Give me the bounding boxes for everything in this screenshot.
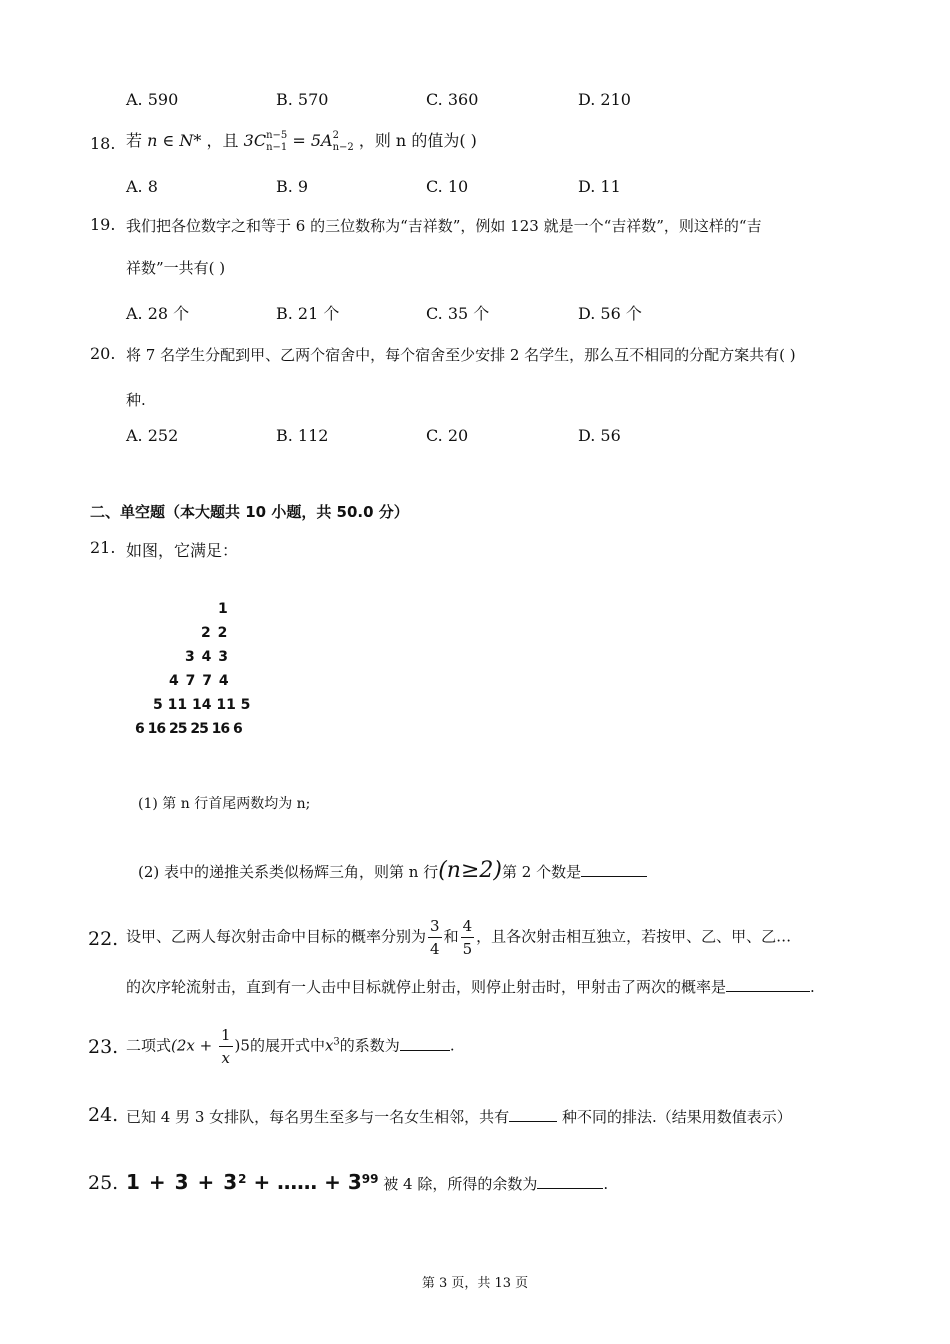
q22-frac1-den: 4 xyxy=(430,940,440,958)
q23-frac-num: 1 xyxy=(219,1024,233,1047)
q21-cond2-paren: (n≥2) xyxy=(438,858,502,883)
q18-eq-mid: = 5A xyxy=(287,131,333,150)
q21-condition-1: (1) 第 n 行首尾两数均为 n; xyxy=(138,796,311,812)
q22-number: 22. xyxy=(88,928,119,950)
q20-line1: 将 7 名学生分配到甲、乙两个宿舍中，每个宿舍至少安排 2 名学生，那么互不相同的分配方案共有( ) xyxy=(126,346,796,364)
q25-text: 被 4 除，所得的余数为 xyxy=(378,1175,538,1193)
q23-expr-close: ) xyxy=(234,1036,241,1055)
q23-after: 的展开式中 xyxy=(249,1036,325,1055)
q22-line2-end: . xyxy=(810,978,815,996)
q24-text-before: 已知 4 男 3 女排队，每名男生至多与一名女生相邻，共有 xyxy=(126,1108,510,1126)
q25-end: . xyxy=(603,1175,609,1193)
triangle-row-5: 5 11 14 11 5 xyxy=(153,697,251,713)
q21-answer-blank[interactable] xyxy=(581,862,647,877)
q18-eq-left: 3C xyxy=(243,131,267,150)
q18-eq-right-sup: 2 xyxy=(332,129,339,141)
q21-number: 21. xyxy=(90,538,116,557)
q23-expr-open: (2x + xyxy=(171,1036,217,1055)
q20-line2: 种. xyxy=(126,391,146,409)
q19-number: 19. xyxy=(90,215,116,234)
q22-line1 xyxy=(126,915,791,960)
q25-sup1: 2 xyxy=(238,1172,247,1186)
q21-cond2-before: (2) 表中的递推关系类似杨辉三角，则第 n 行 xyxy=(138,863,439,881)
triangle-row-6: 6 16 25 25 16 6 xyxy=(135,721,242,737)
q19-option-a: A. 28 个 xyxy=(126,304,190,323)
q22-frac2-num: 4 xyxy=(461,915,475,938)
q25-answer-blank[interactable] xyxy=(537,1174,603,1189)
q18-option-d: D. 11 xyxy=(578,177,621,196)
q19-line1: 我们把各位数字之和等于 6 的三位数称为“吉祥数”，例如 123 就是一个“吉祥数”，则这样的“吉 xyxy=(126,217,762,235)
q24-number: 24. xyxy=(88,1104,119,1126)
q17-option-c: C. 360 xyxy=(426,90,479,109)
q24-stem xyxy=(126,1106,792,1127)
q22-answer-blank[interactable] xyxy=(726,977,810,992)
q22-line2-text: 的次序轮流射击，直到有一人击中目标就停止射击，则停止射击时，甲射击了两次的概率是 xyxy=(126,978,727,996)
q18-text-before: 若 xyxy=(126,131,143,150)
triangle-row-3: 3 4 3 xyxy=(185,649,229,665)
q18-eq-left-sub: n−1 xyxy=(266,141,288,153)
q22-line1-before: 设甲、乙两人每次射击命中目标的概率分别为 xyxy=(126,927,427,946)
q20-option-c: C. 20 xyxy=(426,426,469,445)
q18-text-after: ，则 n 的值为( ) xyxy=(358,131,477,150)
triangle-row-4: 4 7 7 4 xyxy=(169,673,230,689)
q20-number: 20. xyxy=(90,344,116,363)
q22-frac1-num: 3 xyxy=(428,915,442,938)
q18-number: 18. xyxy=(90,134,116,153)
q23-number: 23. xyxy=(88,1036,119,1058)
q17-option-a: A. 590 xyxy=(126,90,179,109)
q20-option-a: A. 252 xyxy=(126,426,179,445)
page-footer: 第 3 页，共 13 页 xyxy=(421,1276,529,1291)
q22-fraction-1 xyxy=(428,915,442,960)
q22-and: 和 xyxy=(443,927,459,946)
q23-answer-blank[interactable] xyxy=(400,1036,450,1051)
q22-fraction-2 xyxy=(461,915,475,960)
q20-option-b: B. 112 xyxy=(276,426,329,445)
q23-after2: 的系数为 xyxy=(339,1036,400,1055)
q25-stem xyxy=(126,1170,608,1194)
q18-option-c: C. 10 xyxy=(426,177,469,196)
q23-power: 5 xyxy=(240,1036,250,1055)
q21-condition-2 xyxy=(138,858,647,883)
q23-frac-den: x xyxy=(221,1049,230,1067)
q21-text: 如图，它满足： xyxy=(126,541,239,560)
q24-text-after: 种不同的排法.（结果用数值表示） xyxy=(557,1108,792,1126)
q19-option-b: B. 21 个 xyxy=(276,304,340,323)
q25-number: 25. xyxy=(88,1172,119,1194)
triangle-row-1: 1 xyxy=(218,601,229,617)
q22-line2 xyxy=(126,976,815,997)
q22-line1-after: ，且各次射击相互独立，若按甲、乙、甲、乙… xyxy=(476,927,792,946)
q23-stem xyxy=(126,1024,455,1069)
q18-cond: n ∈ N* xyxy=(147,131,202,150)
q25-sup2: 99 xyxy=(361,1172,379,1186)
q19-option-d: D. 56 个 xyxy=(578,304,642,323)
section-heading: 二、单空题（本大题共 10 小题，共 50.0 分） xyxy=(90,503,409,521)
q17-option-d: D. 210 xyxy=(578,90,631,109)
q25-mid: + …… + 3 xyxy=(246,1170,362,1194)
q23-var-sup: 3 xyxy=(333,1036,340,1048)
q18-eq-left-sup: n−5 xyxy=(266,129,288,141)
q18-option-a: A. 8 xyxy=(126,177,158,196)
q23-end: . xyxy=(449,1036,455,1055)
q17-option-b: B. 570 xyxy=(276,90,329,109)
q24-answer-blank[interactable] xyxy=(509,1107,557,1122)
q23-var: x xyxy=(324,1036,334,1055)
q19-option-c: C. 35 个 xyxy=(426,304,490,323)
q19-line2: 祥数”一共有( ) xyxy=(126,259,226,277)
q21-cond2-after: 第 2 个数是 xyxy=(501,863,582,881)
q20-option-d: D. 56 xyxy=(578,426,621,445)
q23-fraction xyxy=(219,1024,233,1069)
q18-eq-right-sub: n−2 xyxy=(332,141,354,153)
q18-option-b: B. 9 xyxy=(276,177,309,196)
q23-before: 二项式 xyxy=(126,1036,172,1055)
q18-and: ，且 xyxy=(206,131,239,150)
triangle-row-2: 2 2 xyxy=(201,625,229,641)
q22-frac2-den: 5 xyxy=(462,940,473,958)
q18-stem xyxy=(126,128,477,154)
q25-expr: 1 + 3 + 3 xyxy=(126,1170,239,1194)
